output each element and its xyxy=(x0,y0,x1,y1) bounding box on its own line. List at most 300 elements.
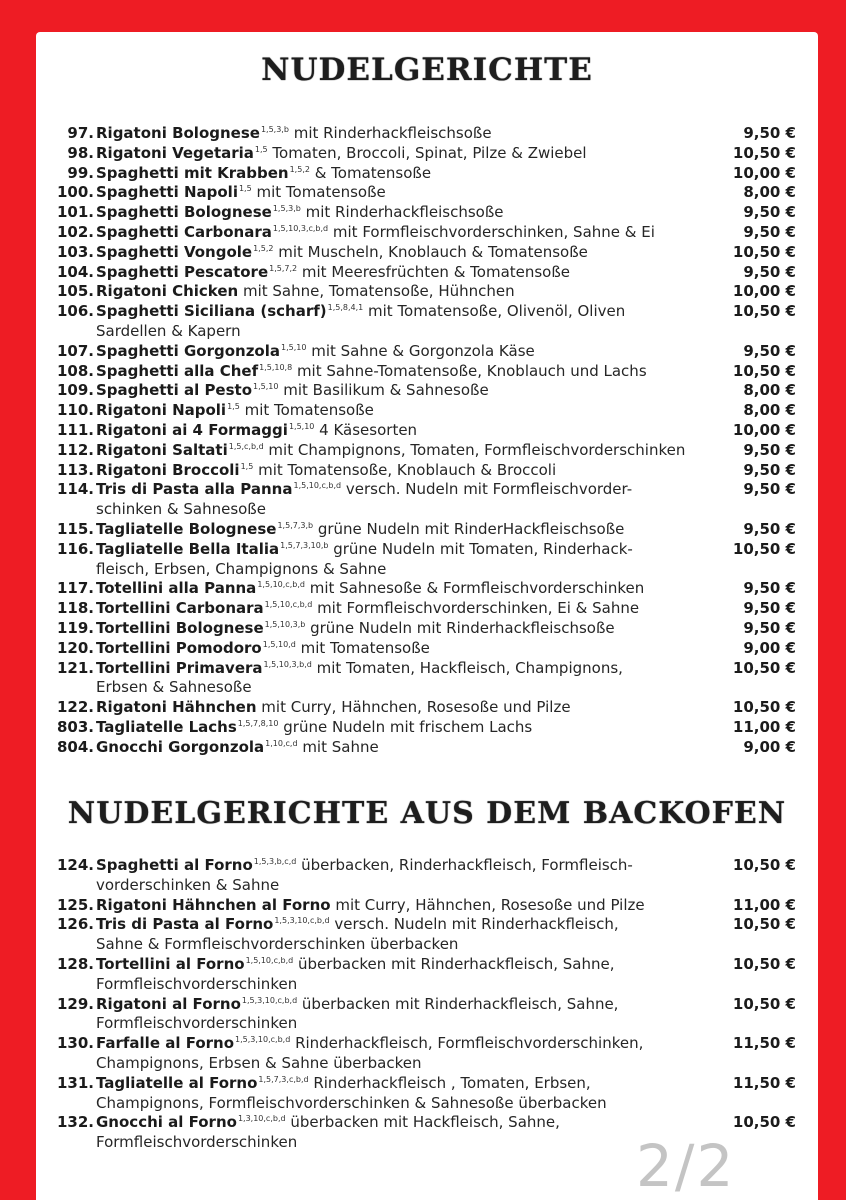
item-description: mit Meeresfrüchten & Tomatensoße xyxy=(297,262,571,281)
item-name: Gnocchi al Forno xyxy=(96,1113,237,1132)
item-allergens: 1,5,c,b,d xyxy=(228,441,264,451)
item-price: 10,50 € xyxy=(732,658,796,677)
menu-item-line xyxy=(36,659,818,679)
item-allergens: 1,5,3,10,c,b,d xyxy=(241,995,298,1005)
item-number: 114. xyxy=(56,480,94,499)
item-price: 10,50 € xyxy=(732,994,796,1013)
item-price: 9,50 € xyxy=(743,599,796,618)
item-allergens: 1,5,3,b xyxy=(272,204,301,214)
item-name: Tortellini Carbonara xyxy=(96,599,264,618)
item-description: grüne Nudeln mit RinderHackfleischsoße xyxy=(313,519,625,538)
menu-item-line xyxy=(36,183,818,203)
item-name: Spaghetti Bolognese xyxy=(96,203,272,222)
menu-item xyxy=(36,144,818,164)
item-number: 130. xyxy=(56,1034,94,1053)
item-text xyxy=(96,579,644,601)
item-description-cont: fleisch, Erbsen, Champignons & Sahne xyxy=(96,559,387,578)
menu-item xyxy=(36,342,818,362)
menu-item xyxy=(36,401,818,421)
menu-item xyxy=(36,164,818,184)
menu-item xyxy=(36,896,818,916)
menu-item xyxy=(36,302,818,342)
item-name: Tris di Pasta al Forno xyxy=(96,915,274,934)
item-description: mit Sahne-Tomatensoße, Knoblauch und Lachs xyxy=(292,361,647,380)
item-text xyxy=(96,480,632,502)
menu-item xyxy=(36,441,818,461)
item-number: 98. xyxy=(67,143,94,162)
item-text xyxy=(96,896,645,916)
item-description: versch. Nudeln mit Formfleischvorder- xyxy=(341,480,633,499)
item-text xyxy=(96,698,571,718)
menu-list-nudelgerichte xyxy=(36,124,818,758)
item-allergens: 1,5,3,10,c,b,d xyxy=(235,1035,291,1045)
item-description: mit Tomatensoße xyxy=(251,183,386,202)
menu-page xyxy=(36,32,818,1200)
item-price: 11,50 € xyxy=(732,1073,796,1092)
item-number: 102. xyxy=(56,222,94,241)
item-allergens: 1,5 xyxy=(227,402,240,412)
item-name: Tortellini al Forno xyxy=(96,954,245,973)
item-allergens: 1,5,3,10,c,b,d xyxy=(274,916,330,926)
item-number: 121. xyxy=(56,658,94,677)
menu-item xyxy=(36,243,818,263)
item-name: Spaghetti al Pesto xyxy=(96,381,253,400)
menu-item xyxy=(36,738,818,758)
item-price: 10,50 € xyxy=(732,361,796,380)
item-text xyxy=(96,302,625,324)
item-name: Tortellini Pomodoro xyxy=(96,638,262,657)
item-number: 104. xyxy=(56,262,94,281)
item-name: Spaghetti alla Chef xyxy=(96,361,259,380)
item-text xyxy=(96,955,615,977)
menu-item-line xyxy=(36,975,818,995)
item-allergens: 1,10,c,d xyxy=(265,738,298,748)
item-allergens: 1,5,10,3,b xyxy=(264,619,306,629)
item-allergens: 1,5 xyxy=(238,184,252,194)
item-name: Rigatoni Napoli xyxy=(96,401,227,420)
item-text xyxy=(96,263,570,285)
item-text xyxy=(96,619,615,641)
menu-item-line xyxy=(36,164,818,184)
item-text xyxy=(96,718,532,740)
item-number: 107. xyxy=(56,341,94,360)
item-number: 97. xyxy=(67,124,94,142)
item-price: 9,50 € xyxy=(743,341,796,360)
item-number: 111. xyxy=(56,420,94,439)
item-text xyxy=(96,540,633,562)
item-price: 9,50 € xyxy=(743,480,796,499)
menu-item-line xyxy=(36,302,818,322)
menu-item-line xyxy=(36,480,818,500)
menu-item-line xyxy=(36,560,818,580)
item-name: Spaghetti Carbonara xyxy=(96,222,272,241)
item-price: 10,50 € xyxy=(732,539,796,558)
section-title-nudelgerichte: NUDELGERICHTE xyxy=(261,52,593,88)
item-price: 11,00 € xyxy=(732,717,796,736)
item-number: 100. xyxy=(56,183,94,202)
menu-item xyxy=(36,915,818,955)
item-description: überbacken, Rinderhackfleisch, Formfleisch- xyxy=(296,856,633,874)
menu-item xyxy=(36,282,818,302)
menu-item xyxy=(36,183,818,203)
item-number: 804. xyxy=(56,737,94,756)
item-number: 126. xyxy=(56,915,94,934)
item-description: überbacken mit Rinderhackfleisch, Sahne, xyxy=(293,954,615,973)
item-text xyxy=(96,915,619,937)
menu-item-line xyxy=(36,520,818,540)
item-text xyxy=(96,520,624,542)
item-allergens: 1,5,10,3,b,d xyxy=(263,659,312,669)
item-name: Tagliatelle al Forno xyxy=(96,1073,258,1092)
item-price: 10,50 € xyxy=(732,954,796,973)
item-text xyxy=(96,856,633,878)
menu-item-line xyxy=(36,263,818,283)
item-number: 106. xyxy=(56,302,94,321)
item-number: 118. xyxy=(56,599,94,618)
item-number: 103. xyxy=(56,242,94,261)
menu-item xyxy=(36,599,818,619)
menu-item xyxy=(36,1074,818,1114)
menu-item xyxy=(36,856,818,896)
item-text xyxy=(96,1074,591,1096)
item-name: Rigatoni Hähnchen xyxy=(96,698,257,717)
item-description-cont: Formfleischvorderschinken xyxy=(96,1014,298,1033)
menu-item-line xyxy=(36,441,818,461)
item-text xyxy=(96,421,417,443)
item-number: 108. xyxy=(56,361,94,380)
item-description: mit Sahne xyxy=(297,737,379,756)
menu-item xyxy=(36,540,818,580)
menu-item-line xyxy=(36,599,818,619)
menu-item xyxy=(36,480,818,520)
item-name: Rigatoni Hähnchen al Forno xyxy=(96,895,331,914)
item-text xyxy=(96,639,430,661)
item-number: 131. xyxy=(56,1073,94,1092)
item-allergens: 1,5,10,3,c,b,d xyxy=(272,223,329,233)
item-price: 10,00 € xyxy=(732,163,796,182)
item-number: 112. xyxy=(56,440,94,459)
item-text xyxy=(96,995,618,1017)
menu-item xyxy=(36,1034,818,1074)
menu-item-line xyxy=(36,678,818,698)
item-text xyxy=(96,203,504,225)
item-text xyxy=(96,164,431,186)
item-allergens: 1,5,2 xyxy=(289,164,310,174)
item-description: mit Sahne, Tomatensoße, Hühnchen xyxy=(238,282,515,301)
page-number: 2/2 xyxy=(636,1132,736,1200)
item-price: 10,50 € xyxy=(732,915,796,934)
menu-item xyxy=(36,263,818,283)
item-text xyxy=(96,282,515,302)
item-number: 129. xyxy=(56,994,94,1013)
item-number: 109. xyxy=(56,381,94,400)
item-allergens: 1,5,7,3,c,b,d xyxy=(258,1074,309,1084)
item-description: mit Tomatensoße, Olivenöl, Oliven xyxy=(363,302,626,321)
item-allergens: 1,5,10 xyxy=(288,421,315,431)
item-allergens: 1,5,7,3,10,b xyxy=(280,540,329,550)
item-price: 10,50 € xyxy=(732,242,796,261)
item-number: 101. xyxy=(56,203,94,222)
item-allergens: 1,5,7,8,10 xyxy=(237,718,279,728)
item-text xyxy=(96,1034,643,1056)
item-allergens: 1,5,3,b,c,d xyxy=(253,857,297,866)
item-description-cont: Formfleischvorderschinken xyxy=(96,974,298,993)
item-description: mit Formfleischvorderschinken, Sahne & Ei xyxy=(328,222,655,241)
item-text xyxy=(96,599,639,621)
item-number: 803. xyxy=(56,717,94,736)
item-number: 113. xyxy=(56,460,94,479)
item-name: Spaghetti Pescatore xyxy=(96,262,269,281)
item-price: 10,50 € xyxy=(732,143,796,162)
menu-item-line xyxy=(36,144,818,164)
menu-item-line xyxy=(36,381,818,401)
item-name: Spaghetti mit Krabben xyxy=(96,163,289,182)
item-name: Tagliatelle Lachs xyxy=(96,717,237,736)
item-text xyxy=(96,738,379,760)
item-description: mit Tomatensoße, Knoblauch & Broccoli xyxy=(253,460,557,479)
item-name: Rigatoni Vegetaria xyxy=(96,143,254,162)
item-text xyxy=(96,659,623,681)
section-title-backofen: NUDELGERICHTE AUS DEM BACKOFEN xyxy=(67,796,787,831)
item-description: mit Tomaten, Hackfleisch, Champignons, xyxy=(311,658,623,677)
item-allergens: 1,5,10 xyxy=(281,342,307,352)
menu-item xyxy=(36,579,818,599)
menu-item-line xyxy=(36,876,818,896)
item-price: 9,50 € xyxy=(743,618,796,637)
item-description: Tomaten, Broccoli, Spinat, Pilze & Zwiebel xyxy=(267,143,587,162)
menu-item-line xyxy=(36,856,818,876)
item-allergens: 1,5,10,c,b,d xyxy=(264,600,313,610)
item-price: 10,50 € xyxy=(732,856,796,874)
item-allergens: 1,5,7,2 xyxy=(269,263,298,273)
item-number: 110. xyxy=(56,401,94,420)
menu-item xyxy=(36,124,818,144)
item-price: 8,00 € xyxy=(743,183,796,202)
item-number: 99. xyxy=(67,163,94,182)
menu-item-line xyxy=(36,935,818,955)
item-description: mit Rinderhackfleischsoße xyxy=(300,203,504,222)
menu-item xyxy=(36,381,818,401)
item-allergens: 1,5,2 xyxy=(253,243,274,253)
menu-item-line xyxy=(36,500,818,520)
menu-item-line xyxy=(36,1014,818,1034)
item-text xyxy=(96,223,655,245)
item-number: 124. xyxy=(56,856,94,874)
menu-item-line xyxy=(36,461,818,481)
item-allergens: 1,5,10,c,b,d xyxy=(245,955,294,965)
item-allergens: 1,5,10,c,b,d xyxy=(293,481,342,491)
menu-item-line xyxy=(36,995,818,1015)
item-name: Totellini alla Panna xyxy=(96,579,257,598)
item-description-cont: Sahne & Formfleischvorderschinken überbacken xyxy=(96,935,459,954)
item-description: mit Rinderhackfleischsoße xyxy=(288,124,492,142)
menu-item-line xyxy=(36,282,818,302)
item-description: mit Sahnesoße & Formfleischvorderschinken xyxy=(304,579,645,598)
item-name: Rigatoni ai 4 Formaggi xyxy=(96,420,288,439)
menu-item-line xyxy=(36,915,818,935)
item-description: mit Curry, Hähnchen, Rosesoße und Pilze xyxy=(256,698,571,717)
item-number: 116. xyxy=(56,539,94,558)
item-description: überbacken mit Hackfleisch, Sahne, xyxy=(285,1113,560,1132)
menu-item-line xyxy=(36,322,818,342)
item-description: mit Formfleischvorderschinken, Ei & Sahne xyxy=(312,599,640,618)
item-text xyxy=(96,441,685,463)
item-number: 115. xyxy=(56,519,94,538)
item-name: Spaghetti Napoli xyxy=(96,183,238,202)
item-price: 11,50 € xyxy=(732,1034,796,1053)
item-price: 9,50 € xyxy=(743,440,796,459)
item-name: Gnocchi Gorgonzola xyxy=(96,737,265,756)
item-text xyxy=(96,381,489,403)
menu-item-line xyxy=(36,362,818,382)
menu-item xyxy=(36,659,818,699)
item-text xyxy=(96,461,556,483)
item-allergens: 1,5,7,3,b xyxy=(277,520,314,530)
menu-item-line xyxy=(36,738,818,758)
menu-item xyxy=(36,223,818,243)
item-name: Spaghetti Vongole xyxy=(96,242,253,261)
item-price: 9,50 € xyxy=(743,124,796,142)
item-name: Tortellini Bolognese xyxy=(96,618,264,637)
menu-item xyxy=(36,718,818,738)
menu-item-line xyxy=(36,1054,818,1074)
item-price: 9,50 € xyxy=(743,519,796,538)
menu-item-line xyxy=(36,223,818,243)
menu-item-line xyxy=(36,698,818,718)
item-description: mit Champignons, Tomaten, Formfleischvorderschinken xyxy=(263,440,686,459)
menu-item xyxy=(36,619,818,639)
menu-item-line xyxy=(36,1074,818,1094)
item-text xyxy=(96,342,535,364)
item-number: 120. xyxy=(56,638,94,657)
menu-item xyxy=(36,203,818,223)
item-description: Rinderhackfleisch, Formfleischvorderschinken, xyxy=(290,1034,644,1053)
item-price: 9,50 € xyxy=(743,203,796,222)
item-text xyxy=(96,1113,560,1135)
item-allergens: 1,5,3,b xyxy=(260,125,289,134)
menu-item-line xyxy=(36,896,818,916)
menu-item-line xyxy=(36,955,818,975)
menu-item-line xyxy=(36,124,818,144)
item-text xyxy=(96,124,492,146)
item-allergens: 1,5 xyxy=(254,144,268,154)
item-description-cont: Formfleischvorderschinken xyxy=(96,1133,298,1152)
item-description: mit Basilikum & Sahnesoße xyxy=(278,381,489,400)
item-description: mit Tomatensoße xyxy=(239,401,374,420)
menu-item-line xyxy=(36,639,818,659)
item-price: 9,50 € xyxy=(743,222,796,241)
menu-item-line xyxy=(36,203,818,223)
item-price: 10,00 € xyxy=(732,282,796,301)
item-description: überbacken mit Rinderhackfleisch, Sahne, xyxy=(297,994,619,1013)
item-name: Spaghetti Gorgonzola xyxy=(96,341,280,360)
item-name: Tagliatelle Bella Italia xyxy=(96,539,280,558)
item-description-cont: vorderschinken & Sahne xyxy=(96,875,280,894)
item-number: 117. xyxy=(56,579,94,598)
item-description: grüne Nudeln mit Tomaten, Rinderhack- xyxy=(328,539,633,558)
item-description-cont: Erbsen & Sahnesoße xyxy=(96,678,252,697)
item-name: Rigatoni al Forno xyxy=(96,994,241,1013)
item-text xyxy=(96,183,386,205)
item-description: & Tomatensoße xyxy=(309,163,432,182)
item-name: Spaghetti Siciliana (scharf) xyxy=(96,302,327,321)
menu-item-line xyxy=(36,619,818,639)
item-name: Rigatoni Chicken xyxy=(96,282,239,301)
item-price: 9,00 € xyxy=(743,638,796,657)
item-name: Rigatoni Saltati xyxy=(96,440,228,459)
menu-item xyxy=(36,421,818,441)
item-allergens: 1,5 xyxy=(240,461,254,471)
item-description: grüne Nudeln mit frischem Lachs xyxy=(278,717,533,736)
menu-item xyxy=(36,698,818,718)
item-price: 10,50 € xyxy=(732,1113,796,1132)
item-allergens: 1,5,10,8 xyxy=(259,362,293,372)
item-text xyxy=(96,362,647,384)
item-number: 122. xyxy=(56,698,94,717)
item-description-cont: Sardellen & Kapern xyxy=(96,321,241,340)
item-description: 4 Käsesorten xyxy=(314,420,418,439)
item-price: 10,50 € xyxy=(732,302,796,321)
item-description: mit Curry, Hähnchen, Rosesoße und Pilze xyxy=(330,895,645,914)
menu-item-line xyxy=(36,1034,818,1054)
item-allergens: 1,5,8,4,1 xyxy=(327,303,364,313)
item-description: grüne Nudeln mit Rinderhackfleischsoße xyxy=(305,618,615,637)
item-number: 119. xyxy=(56,618,94,637)
item-price: 9,50 € xyxy=(743,579,796,598)
menu-item-line xyxy=(36,1113,818,1133)
item-text xyxy=(96,401,374,423)
menu-item-line xyxy=(36,718,818,738)
menu-item-line xyxy=(36,540,818,560)
menu-item-line xyxy=(36,243,818,263)
item-text xyxy=(96,243,588,265)
menu-list-backofen xyxy=(36,856,818,1153)
item-name: Farfalle al Forno xyxy=(96,1034,235,1053)
menu-item xyxy=(36,995,818,1035)
item-description-cont: Champignons, Formfleischvorderschinken & Sahnesoße überbacken xyxy=(96,1093,607,1112)
item-name: Tagliatelle Bolognese xyxy=(96,519,277,538)
item-number: 125. xyxy=(56,895,94,914)
item-price: 11,00 € xyxy=(732,895,796,914)
item-allergens: 1,3,10,c,b,d xyxy=(237,1114,286,1124)
item-allergens: 1,5,10,d xyxy=(262,639,296,649)
item-price: 9,50 € xyxy=(743,460,796,479)
item-number: 128. xyxy=(56,954,94,973)
menu-item-line xyxy=(36,1094,818,1114)
menu-item xyxy=(36,461,818,481)
item-price: 10,00 € xyxy=(732,420,796,439)
item-price: 8,00 € xyxy=(743,401,796,420)
item-price: 8,00 € xyxy=(743,381,796,400)
item-allergens: 1,5,10 xyxy=(253,382,279,392)
item-description: versch. Nudeln mit Rinderhackfleisch, xyxy=(329,915,619,934)
item-allergens: 1,5,10,c,b,d xyxy=(257,580,305,590)
item-price: 9,00 € xyxy=(743,737,796,756)
item-number: 105. xyxy=(56,282,94,301)
menu-item xyxy=(36,955,818,995)
item-number: 132. xyxy=(56,1113,94,1132)
menu-item-line xyxy=(36,401,818,421)
item-description: mit Tomatensoße xyxy=(295,638,430,657)
item-price: 10,50 € xyxy=(732,698,796,717)
item-name: Tris di Pasta alla Panna xyxy=(96,480,293,499)
item-description-cont: schinken & Sahnesoße xyxy=(96,500,266,519)
item-description-cont: Champignons, Erbsen & Sahne überbacken xyxy=(96,1053,422,1072)
item-name: Rigatoni Bolognese xyxy=(96,124,260,142)
menu-item xyxy=(36,520,818,540)
item-text xyxy=(96,144,587,166)
item-name: Tortellini Primavera xyxy=(96,658,263,677)
